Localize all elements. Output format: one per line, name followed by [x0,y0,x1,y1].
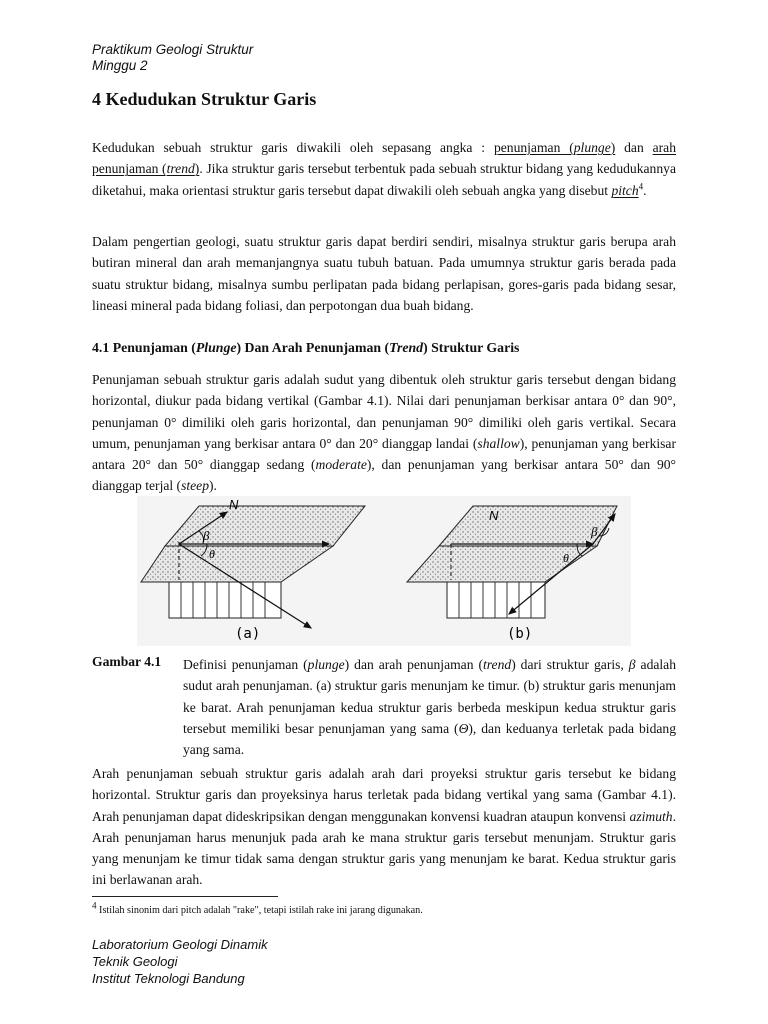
page-footer [92,936,268,987]
footer-institution: Institut Teknologi Bandung [92,971,245,986]
north-label-b: N [489,508,499,523]
theta-label: θ [209,547,215,561]
beta-label: β [203,528,210,543]
north-label: N [229,497,239,512]
panel-a-label: (a) [235,626,261,642]
course-title: Praktikum Geologi Struktur [92,42,254,57]
footnote [92,900,423,916]
paragraph-2: Dalam pengertian geologi, suatu struktur garis dapat berdiri sendiri, misalnya struktur garis berupa arah butiran mineral dan arah memanjangnya suatu tubuh batuan. Pada umumnya struktur garis berada pada suatu struktur bidang, misalnya sumbu perlipatan pada bidang perlapisan, gores-garis pada bidang sesar, lineasi mineral pada bidang foliasi, dan perpotongan dua buah bidang. [92,234,676,313]
figure-caption: Definisi penunjaman (plunge) dan arah penunjaman (trend) dari struktur garis, β adalah sudut arah penunjaman. (a) struktur garis menunjam ke timur. (b) struktur garis menunjam ke barat. Arah penunjaman kedua struktur garis berbeda meskipun kedua struktur garis tersebut memiliki besar penunjaman yang sama (Θ), dan keduanya terletak pada bidang yang sama. [183,657,677,758]
beta-label-b: β [591,524,598,539]
chapter-title: 4 Kedudukan Struktur Garis [92,89,317,109]
footnote-ref[interactable]: 4 [638,181,644,192]
theta-label-b: θ [563,551,569,565]
paragraph-4: Arah penunjaman sebuah struktur garis adalah arah dari proyeksi struktur garis tersebut ke bidang horizontal. Struktur garis dan proyeksinya harus terletak pada bidang vertikal yang sama (Gambar 4.1). Arah penunjaman dapat dideskripsikan dengan menggunakan konvensi kuadran ataupun konvensi azimuth. Arah penunjaman harus menunjuk pada arah ke mana struktur garis tersebut menunjam. Struktur garis yang menunjam ke timur tidak sama dengan struktur garis yang menunjam ke barat. Kedua struktur garis ini berlawanan arah. [92,766,676,888]
footnote-text: Istilah sinonim dari pitch adalah "rake", tetapi istilah rake ini jarang digunakan. [96,905,423,916]
footer-lab: Laboratorium Geologi Dinamik [92,937,268,952]
week-label: Minggu 2 [92,58,148,73]
paragraph-1: Kedudukan sebuah struktur garis diwakili oleh sepasang angka : penunjaman (plunge) dan arah penunjaman (trend). Jika struktur garis tersebut terbentuk pada sebuah struktur bidang yang kedudukannya diketahui, maka orientasi struktur garis tersebut dapat diwakili oleh sebuah angka yang disebut pitch$^4$. [92,140,676,198]
section-heading: 4.1 Penunjaman (Plunge) Dan Arah Penunjaman (Trend) Struktur Garis [92,340,520,355]
term-trend: arah penunjaman (trend) [92,140,676,177]
term-pitch: pitch [611,182,639,198]
footnote-number: 4 [92,900,97,911]
running-header [92,42,253,74]
term-plunge: penunjaman (plunge) [493,140,616,155]
panel-b-label: (b) [507,626,533,642]
figure-caption-label: Gambar 4.1 [92,654,162,669]
figure-4-1 [137,496,631,646]
footer-department: Teknik Geologi [92,954,178,969]
paragraph-3: Penunjaman sebuah struktur garis adalah sudut yang dibentuk oleh struktur garis tersebut dengan bidang horizontal, diukur pada bidang vertikal (Gambar 4.1). Nilai dari penunjaman berkisar antara 0° dan 90°, penunjaman 0° dimiliki oleh garis horizontal, dan penunjaman 90° dimiliki oleh garis vertikal. Secara umum, penunjaman yang berkisar antara 0° dan 20° dianggap landai (shallow), penunjaman yang berkisar antara 20° dan 50° dianggap sedang (moderate), dan penunjaman yang berkisar antara 50° dan 90° dianggap terjal (steep). [92,372,676,494]
footnote-divider [92,896,278,897]
